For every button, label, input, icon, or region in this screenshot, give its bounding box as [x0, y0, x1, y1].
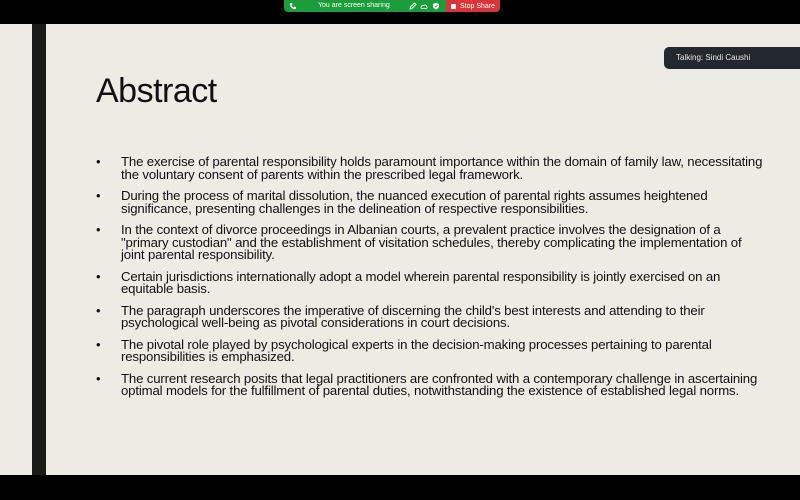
bullet-icon: •	[96, 268, 101, 284]
list-item	[96, 190, 766, 215]
bullet-icon: •	[96, 222, 101, 237]
stop-share-label: Stop Share	[460, 2, 496, 10]
slide-title: Abstract	[96, 72, 217, 110]
shield-icon[interactable]	[432, 2, 440, 10]
list-item	[96, 370, 766, 398]
share-status-pill[interactable]	[284, 0, 446, 12]
list-item	[96, 224, 766, 262]
bullet-text: The paragraph underscores the imperative of discerning the child's best interests and attending to their psychological well-being as pivotal considerations in court decisions.	[121, 302, 705, 330]
shared-slide	[0, 24, 800, 475]
bullet-icon: •	[96, 302, 101, 318]
slide-bullet-list	[96, 156, 766, 407]
stop-share-button[interactable]	[446, 0, 500, 12]
share-status-text: You are screen sharing	[318, 2, 390, 9]
screen-share-bar	[284, 0, 500, 12]
stop-icon	[451, 4, 456, 9]
slide-accent-bar	[32, 24, 46, 475]
list-item	[96, 268, 766, 296]
list-item	[96, 302, 766, 330]
cloud-icon[interactable]	[420, 2, 428, 10]
bullet-icon: •	[96, 336, 101, 352]
bullet-text: The pivotal role played by psychological experts in the decision-making processes pertaining to parental responsibilities is emphasized.	[121, 336, 712, 364]
phone-icon	[289, 2, 297, 10]
talking-label: Talking: Sindi Caushi	[676, 53, 751, 62]
bullet-icon: •	[96, 154, 101, 169]
list-item	[96, 156, 766, 181]
bullet-text: Certain jurisdictions internationally adopt a model wherein parental responsibility is jointly exercised on an equitable basis.	[121, 268, 721, 296]
pen-icon[interactable]	[409, 2, 417, 10]
bullet-text: In the context of divorce proceedings in Albanian courts, a prevalent practice involves the designation of a "primary custodian" and the establishment of visitation schedules, thereby complicating the implementation of joint parental responsibility.	[121, 222, 742, 262]
list-item	[96, 336, 766, 364]
bullet-text: The exercise of parental responsibility holds paramount importance within the domain of family law, necessitating the voluntary consent of parents within the prescribed legal framework.	[121, 154, 763, 182]
bullet-text: The current research posits that legal practitioners are confronted with a contemporary challenge in ascertaining optimal models for the fulfillment of parental duties, notwithstanding the existence of established legal norms.	[121, 370, 758, 398]
talking-indicator	[664, 47, 800, 69]
bullet-text: During the process of marital dissolution, the nuanced execution of parental rights assumes heightened significance, presenting challenges in the delineation of respective responsibilities.	[121, 188, 708, 216]
bullet-icon: •	[96, 188, 101, 203]
bullet-icon: •	[96, 370, 101, 386]
